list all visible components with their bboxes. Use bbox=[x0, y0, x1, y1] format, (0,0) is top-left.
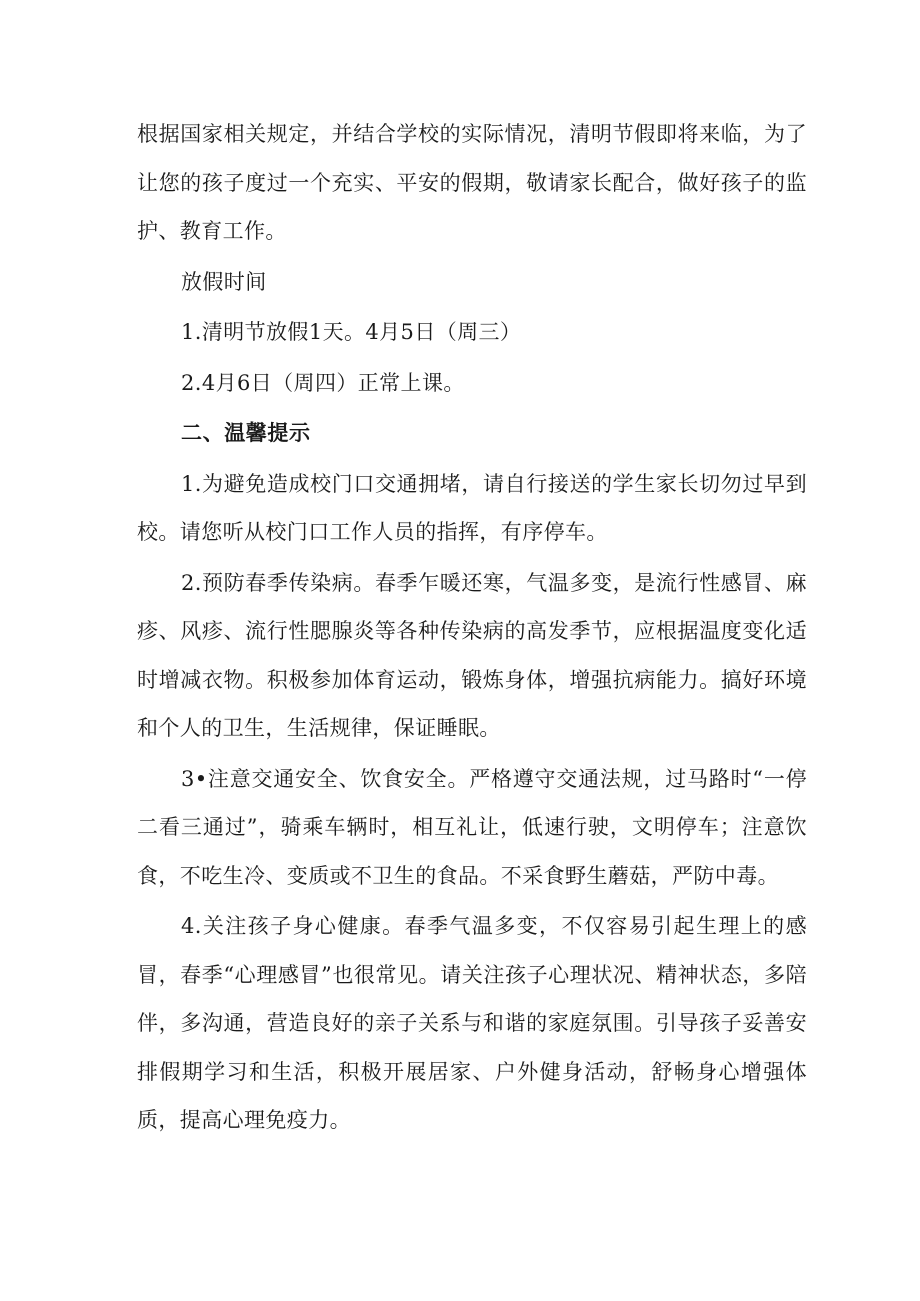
section-title-tips: 二、温馨提示 bbox=[181, 421, 311, 445]
section-title-holiday-time: 放假时间 bbox=[181, 269, 267, 294]
tip-item-4: 4.关注孩子身心健康。春季气温多变，不仅容易引起生理上的感冒，春季“心理感冒”也很常见。请关注孩子心理状况、精神状态，多陪伴，多沟通，营造良好的亲子关系与和谐的家庭氛围。引导孩子妥善安排假期学习和生活，积极开展居家、户外健身活动，舒畅身心增强体质，提高心理免疫力。 bbox=[137, 914, 807, 1132]
tip-item-3: 3•注意交通安全、饮食安全。严格遵守交通法规，过马路时“一停二看三通过”，骑乘车辆时，相互礼让，低速行驶，文明停车；注意饮食，不吃生冷、变质或不卫生的食品。不采食野生蘑菇，严防中毒。 bbox=[137, 766, 807, 888]
tip-item-2: 2.预防春季传染病。春季乍暖还寒，气温多变，是流行性感冒、麻疹、风疹、流行性腮腺炎等各种传染病的高发季节，应根据温度变化适时增减衣物。积极参加体育运动，锻炼身体，增强抗病能力。搞好环境和个人的卫生，生活规律，保证睡眠。 bbox=[137, 570, 807, 740]
document-body bbox=[137, 110, 807, 1147]
tip-item-1: 1.为避免造成校门口交通拥堵，请自行接送的学生家长切勿过早到校。请您听从校门口工作人员的指挥，有序停车。 bbox=[137, 471, 807, 544]
holiday-item-1: 1.清明节放假1天。4月5日（周三） bbox=[181, 320, 522, 344]
holiday-item-2: 2.4月6日（周四）正常上课。 bbox=[181, 370, 465, 395]
intro-paragraph: 根据国家相关规定，并结合学校的实际情况，清明节假即将来临，为了让您的孩子度过一个充实、平安的假期，敬请家长配合，做好孩子的监护、教育工作。 bbox=[137, 122, 807, 243]
